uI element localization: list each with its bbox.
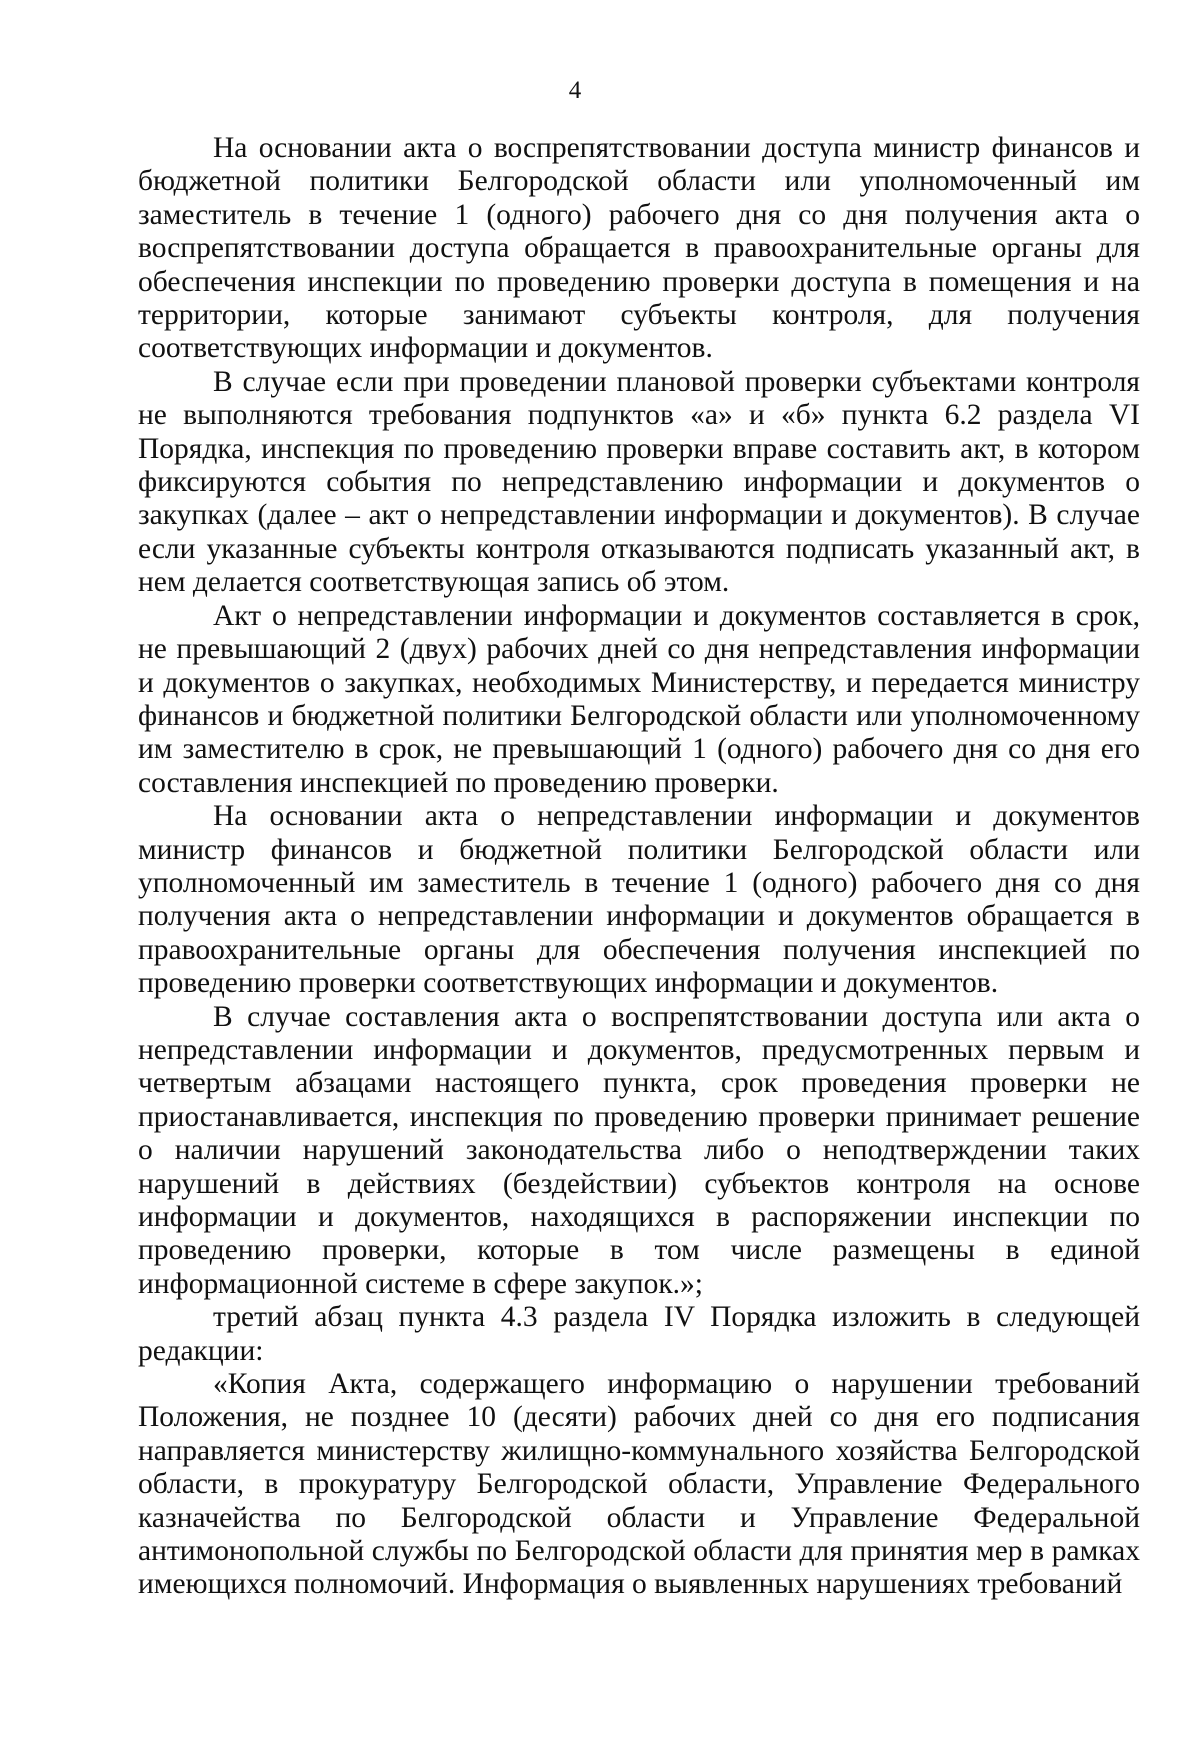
document-body	[138, 132, 1140, 1602]
paragraph-4: На основании акта о непредставлении информации и документов министр финансов и бюджетной политики Белгородской области или уполномоченный им заместитель в течение 1 (одного) рабочего дня со дня получения акта о непредставлении информации и документов обращается в правоохранительные органы для обеспечения получения инспекцией по проведению проверки соответствующих информации и документов.	[138, 800, 1140, 1000]
paragraph-3: Акт о непредставлении информации и документов составляется в срок, не превышающий 2 (двух) рабочих дней со дня непредставления информации и документов о закупках, необходимых Министерству, и передается министру финансов и бюджетной политики Белгородской области или уполномоченному им заместителю в срок, не превышающий 1 (одного) рабочего дня со дня его составления инспекцией по проведению проверки.	[138, 599, 1140, 799]
paragraph-6: третий абзац пункта 4.3 раздела IV Порядка изложить в следующей редакции:	[138, 1301, 1140, 1367]
paragraph-2: В случае если при проведении плановой проверки субъектами контроля не выполняются требования подпунктов «а» и «б» пункта 6.2 раздела VI Порядка, инспекция по проведению проверки вправе составить акт, в котором фиксируются события по непредставлению информации и документов о закупках (далее – акт о непредставлении информации и документов). В случае если указанные субъекты контроля отказываются подписать указанный акт, в нем делается соответствующая запись об этом.	[138, 365, 1140, 599]
page-number: 4	[568, 77, 582, 104]
paragraph-7: «Копия Акта, содержащего информацию о нарушении требований Положения, не позднее 10 (десяти) рабочих дней со дня его подписания направляется министерству жилищно-коммунального хозяйства Белгородской области, в прокуратуру Белгородской области, Управление Федерального казначейства по Белгородской области и Управление Федеральной антимонопольной службы по Белгородской области для принятия мер в рамках имеющихся полномочий. Информация о выявленных нарушениях требований	[138, 1368, 1140, 1601]
paragraph-1: На основании акта о воспрепятствовании доступа министр финансов и бюджетной политики Белгородской области или уполномоченный им заместитель в течение 1 (одного) рабочего дня со дня получения акта о воспрепятствовании доступа обращается в правоохранительные органы для обеспечения инспекции по проведению проверки доступа в помещения и на территории, которые занимают субъекты контроля, для получения соответствующих информации и документов.	[138, 132, 1140, 365]
paragraph-5: В случае составления акта о воспрепятствовании доступа или акта о непредставлении информации и документов, предусмотренных первым и четвертым абзацами настоящего пункта, срок проведения проверки не приостанавливается, инспекция по проведению проверки принимает решение о наличии нарушений законодательства либо о неподтверждении таких нарушений в действиях (бездействии) субъектов контроля на основе информации и документов, находящихся в распоряжении инспекции по проведению проверки, которые в том числе размещены в единой информационной системе в сфере закупок.»;	[138, 1000, 1140, 1300]
